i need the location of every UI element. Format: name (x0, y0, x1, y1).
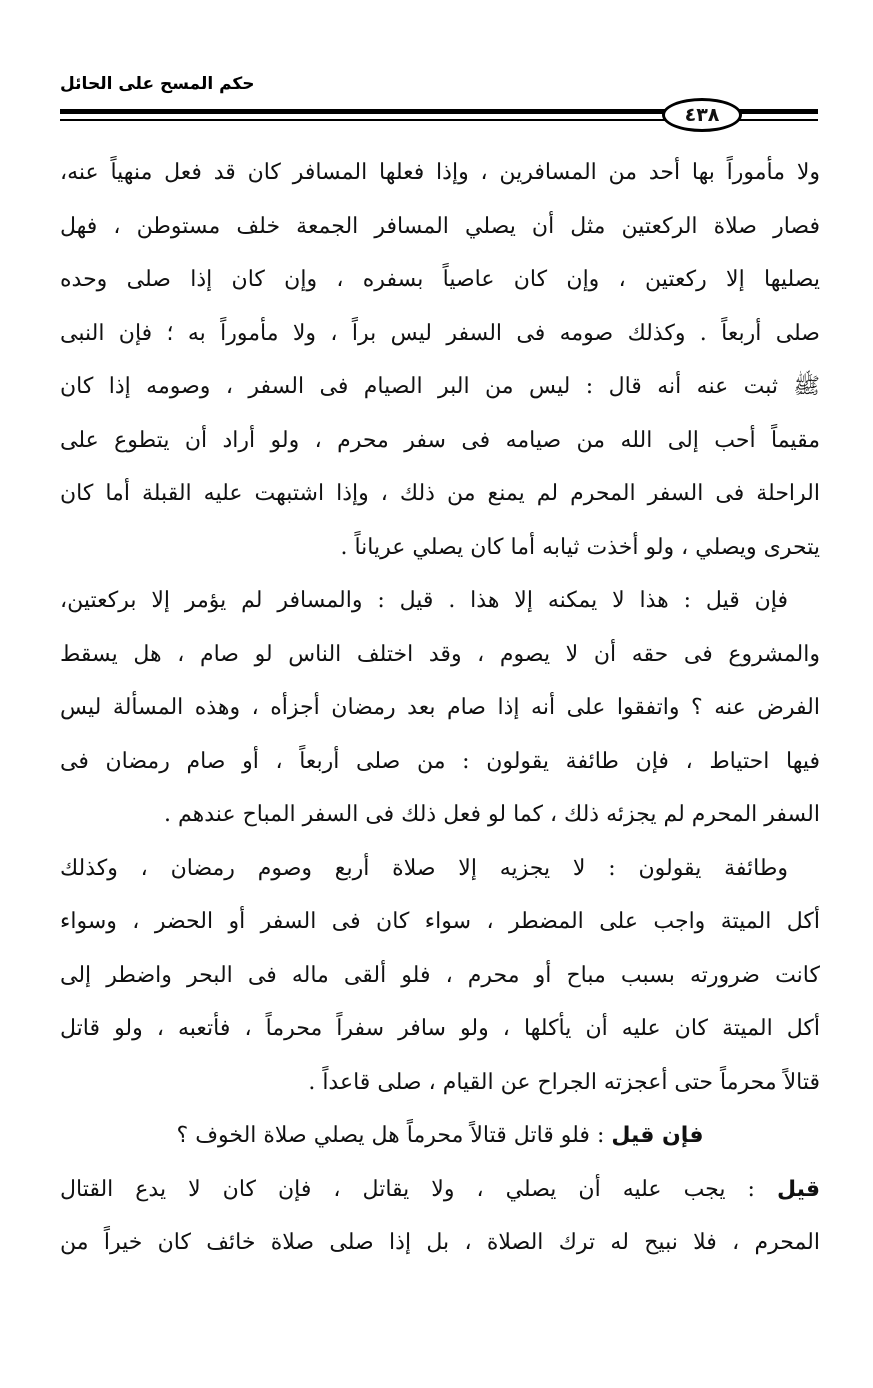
text-line: ﷺ ثبت عنه أنه قال : ليس من البر الصيام فى السفر ، وصومه إذا كان (60, 374, 820, 399)
lead-phrase: فإن قيل (611, 1123, 704, 1148)
text-line: فإن قيل : فلو قاتل قتالاً محرماً هل يصلي صلاة الخوف ؟ (176, 1123, 704, 1148)
text-line: مقيماً أحب إلى الله من صيامه فى سفر محرم ، ولو أراد أن يتطوع على (60, 427, 820, 453)
text-line: فيها احتياط ، فإن طائفة يقولون : من صلى أربعاً ، أو صام رمضان فى (60, 748, 820, 774)
text-line: يصليها إلا ركعتين ، وإن كان عاصياً بسفره ، وإن كان إذا صلى وحده (60, 267, 820, 292)
text-line: كانت ضرورته بسبب مباح أو محرم ، فلو ألقى ماله فى البحر واضطر إلى (60, 962, 820, 988)
text-line: فإن قيل : هذا لا يمكنه إلا هذا . قيل : والمسافر لم يؤمر إلا بركعتين، (60, 588, 788, 613)
text-line: الفرض عنه ؟ واتفقوا على أنه إذا صام بعد رمضان أجزأه ، وهذه المسألة ليس (60, 695, 820, 720)
text-line: أكل الميتة كان عليه أن يأكلها ، ولو سافر سفراً محرماً ، فأتعبه ، ولو قاتل (60, 1016, 820, 1041)
text-line: السفر المحرم لم يجزئه ذلك ، كما لو فعل ذلك فى السفر المباح عندهم . (164, 802, 820, 827)
text-line: فصار صلاة الركعتين مثل أن يصلي المسافر الجمعة خلف مستوطن ، فهل (60, 213, 820, 239)
text-line: والمشروع فى حقه أن لا يصوم ، وقد اختلف الناس لو صام ، هل يسقط (60, 641, 820, 667)
body-text (60, 146, 820, 1270)
text-line: المحرم ، فلا نبيح له ترك الصلاة ، بل إذا صلى صلاة خائف كان خيراً من (60, 1230, 820, 1255)
text-line: أكل الميتة واجب على المضطر ، سواء كان فى السفر أو الحضر ، وسواء (60, 909, 820, 934)
text-line: ولا مأموراً بها أحد من المسافرين ، وإذا فعلها المسافر كان قد فعل منهياً عنه، (60, 160, 820, 185)
text-line: الراحلة فى السفر المحرم لم يمنع من ذلك ، وإذا اشتبهت عليه القبلة أما كان (60, 481, 820, 506)
text-line: قتالاً محرماً حتى أعجزته الجراح عن القيام ، صلى قاعداً . (308, 1069, 820, 1095)
running-title: حكم المسح على الحائل (60, 74, 255, 94)
text-line: صلى أربعاً . وكذلك صومه فى السفر ليس براً ، ولا مأموراً به ؛ فإن النبى (60, 320, 820, 346)
text-line: وطائفة يقولون : لا يجزيه إلا صلاة أربع وصوم رمضان ، وكذلك (60, 855, 788, 881)
page-number: ٤٣٨ (662, 98, 742, 132)
text-line: يتحرى ويصلي ، ولو أخذت ثيابه أما كان يصلي عرياناً . (340, 534, 820, 560)
text-line: قيل : يجب عليه أن يصلي ، ولا يقاتل ، فإن كان لا يدع القتال (60, 1176, 820, 1202)
lead-phrase: قيل (776, 1176, 820, 1202)
